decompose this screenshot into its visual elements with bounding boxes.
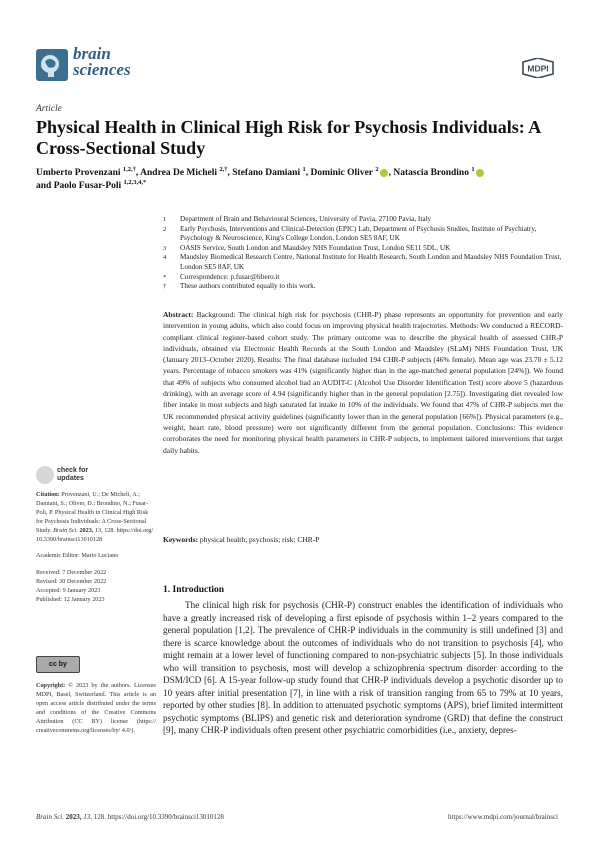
abstract-text: Background: The clinical high risk for psychosis (CHR-P) phase represents an opportunity for prevention and early intervention in young adults, which also could focus on improving physical health trajectories. Methods: We conducted a RECORD-compliant clinical register-based cohort study. The primary outcome was to describe the physical health of assessed CHR-P individuals, obtained via Electronic Health Records at the South London and Maudsley (SLaM) NHS Foundation Trust, UK (January 2013–October 2020). Results: The final database included 194 CHR-P subjects (46% female). Mean age was 23.70 ± 5.12 years. Percentage of tobacco smokers was 41% (significantly higher than in the age-matched general population [24%]). We found that 49% of subjects who consumed alcohol had an AUDIT-C (Alcohol Use Disorder Identification Test) score above 5 (hazardous drinking), with an average score of 4.94 (significantly higher than in the general population [2.75]). Investigating diet revealed low fiber intake in most subjects and high saturated fat intake in 10% of the individuals. We found that 47% of CHR-P subjects met the UK recommended physical activity guidelines (significantly lower than in the general population [66%]). Physical parameters (e.g., weight, heart rate, blood pressure) were not significantly different from the general population. Conclusions: This evidence corroborates the need for monitoring physical health parameters in CHR-P subjects, to implement tailored interventions that target daily habits. <box>163 310 563 455</box>
published-date: Published: 12 January 2023 <box>36 596 105 604</box>
citation-volume: 13, <box>94 526 103 534</box>
citation-text: Provenzani, U.; De Micheli, A.; Damiani, S.; Oliver, D.; Brondino, N.; Fusar-Poli, P. Physical Health in Clinical High Risk for Psychosis Individuals: A Cross-Sectional Study. <box>36 491 149 534</box>
footer-volume: 13, <box>83 813 92 821</box>
footer-journal: Brain Sci. <box>36 813 64 821</box>
affiliation-mark: 2 <box>163 225 167 233</box>
check-for-updates-button[interactable] <box>36 466 106 486</box>
citation-journal: Brain Sci. <box>53 526 78 534</box>
affiliation-item <box>163 244 563 254</box>
abstract <box>163 309 563 456</box>
affiliation-item <box>163 215 563 225</box>
affiliation-text: OASIS Service, South London and Maudsley NHS Foundation Trust, London SE11 5DL, UK <box>180 243 451 252</box>
affiliation-text: These authors contributed equally to this work. <box>180 282 316 291</box>
citation-block <box>36 491 156 605</box>
copyright-label: Copyright: <box>36 682 66 689</box>
author-affil-sup: 1,2,† <box>122 165 136 173</box>
footer-citation <box>36 813 224 821</box>
section-heading: 1. Introduction <box>163 585 225 595</box>
accepted-date: Accepted: 9 January 2023 <box>36 587 101 595</box>
author-affil-sup: 1 <box>302 165 306 173</box>
affiliation-mark: 4 <box>163 254 167 262</box>
citation-doi[interactable]: 128. https://doi.org/10.3390/brainsci13010128 <box>36 526 154 543</box>
journal-logo-icon <box>36 49 68 81</box>
check-updates-icon <box>36 466 54 484</box>
footer-year: 2023, <box>65 813 82 821</box>
keywords <box>163 535 563 544</box>
abstract-label: Abstract: <box>163 310 194 319</box>
citation-label: Citation: <box>36 491 60 498</box>
affiliation-item <box>163 225 563 244</box>
academic-editor: Academic Editor: Mario Luciano <box>36 552 119 560</box>
journal-name-line1: brain <box>73 44 111 63</box>
author-name[interactable]: Andrea De Micheli <box>140 168 218 178</box>
affiliation-mark: 3 <box>163 244 167 252</box>
section-body-text: The clinical high risk for psychosis (CHR-P) construct enables the identification of individuals who have a greatly increased risk of developing a first episode of psychosis within 1–2 years compared to the general population [1,2]. The prevalence of CHR-P individuals in the community is still undefined [3] and there is scarce knowledge about the outcomes of individuals who do not transition to psychosis [4], who might remain at a lower level of functioning compared to non-psychiatric subjects [5]. In those individuals who will transition to psychosis, most will develop a schizophrenia spectrum disorder according to the DSM/ICD [6]. A 15-year follow-up study found that CHR-P individuals develop a psychotic disorder up to 10 years after initial presentation [7], in line with a risk of transition ranging from 65 to 79% at 10 years, reported by other studies [8]. In addition to attenuated psychotic symptoms (APS), brief limited intermittent psychotic symptoms (BLIPS) and genetic risk and deterioration syndrome (GRD) that define the construct [9], many CHR-P individuals often present other psychiatric comorbidities (i.e., anxiety, depres- <box>163 600 563 735</box>
page-footer <box>36 813 558 821</box>
citation-year: 2023, <box>79 526 94 534</box>
cc-badge-text: cc by <box>49 661 67 668</box>
paper-title: Physical Health in Clinical High Risk for Psychosis Individuals: A Cross-Sectional Study <box>36 117 541 158</box>
author-name[interactable]: Umberto Provenzani <box>36 168 121 178</box>
affiliation-mark: 1 <box>163 216 167 223</box>
journal-name <box>73 46 131 78</box>
affiliation-item <box>163 273 563 283</box>
footer-doi[interactable]: 128. https://doi.org/10.3390/brainsci13010128 <box>93 813 224 821</box>
affiliation-text: Early Psychosis, Interventions and Clinical-Detection (EPIC) Lab, Department of Psychosis Studies, Institute of Psychiatry, Psychology & Neuroscience, King's College London, London SE5 8AF, UK <box>180 224 537 243</box>
keywords-label: Keywords: <box>163 535 198 544</box>
affiliation-list <box>163 215 563 292</box>
footer-journal-url[interactable]: https://www.mdpi.com/journal/brainsci <box>448 813 558 821</box>
author-list: Umberto Provenzani $^{1,2,\dagger}$, Andrea De Micheli $^{2,\dagger}$, Stefano Damiani $^1$, Dominic Oliver $^2$ , Natascia Brondino $^1$ and Paolo Fusar-Poli $^{1,2,3,4,*}$ <box>36 167 576 193</box>
author-name[interactable]: and Paolo Fusar-Poli <box>36 181 122 191</box>
author-name[interactable]: Natascia Brondino <box>393 168 469 178</box>
affiliation-text: Department of Brain and Behavioural Sciences, University of Pavia, 27100 Pavia, Italy <box>180 215 432 223</box>
correspondence-text[interactable]: Correspondence: p.fusar@libero.it <box>180 272 280 281</box>
copyright-block <box>36 682 156 735</box>
author-affil-sup: 2,† <box>219 165 228 173</box>
mdpi-logo-icon <box>519 58 557 78</box>
cc-by-license-icon[interactable] <box>36 656 80 673</box>
affiliation-mark: * <box>163 273 167 281</box>
affiliation-item <box>163 282 563 292</box>
author-name[interactable]: Dominic Oliver <box>310 168 373 178</box>
affiliation-text: Maudsley Biomedical Research Centre, National Institute for Health Research, South London and Maudsley NHS Foundation Trust, London SE5 8AF, UK <box>180 253 562 271</box>
received-date: Received: 7 December 2022 <box>36 569 107 577</box>
article-type: Article <box>36 104 62 114</box>
keywords-text: physical health; psychosis; risk; CHR-P <box>199 535 320 544</box>
journal-name-line2: sciences <box>73 60 131 79</box>
affiliation-item <box>163 253 563 272</box>
orcid-icon[interactable] <box>380 169 388 177</box>
author-affil-sup: 1 <box>471 165 475 173</box>
author-affil-sup: 2 <box>375 165 379 173</box>
author-name[interactable]: Stefano Damiani <box>232 168 301 178</box>
copyright-text: © 2023 by the authors. Licensee MDPI, Basel, Switzerland. This article is an open access article distributed under the terms and conditions of the Creative Commons Attribution (CC BY) license (https:// creativecommons.org/licenses/by/ 4.0/). <box>36 682 157 734</box>
affiliation-mark: † <box>163 283 167 291</box>
mdpi-logo-text: MDPI <box>527 63 549 74</box>
check-updates-label: check for updates <box>57 467 89 482</box>
revised-date: Revised: 30 December 2022 <box>36 578 107 586</box>
orcid-icon[interactable] <box>476 169 484 177</box>
author-affil-sup: 1,2,3,4,* <box>123 178 147 186</box>
